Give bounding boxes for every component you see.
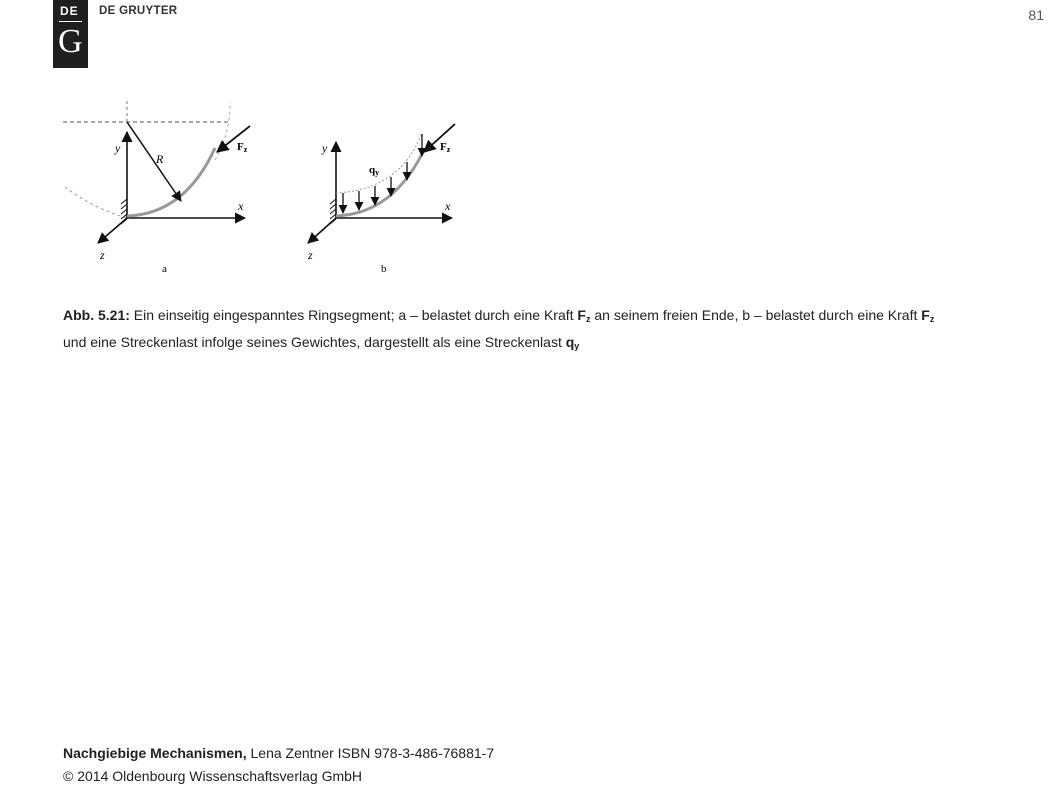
copyright-line: © 2014 Oldenbourg Wissenschaftsverlag GmbH bbox=[63, 768, 363, 784]
panel-b bbox=[307, 124, 455, 275]
caption-load: $q_y$ bbox=[565, 334, 580, 351]
panel-b-label: b bbox=[381, 263, 387, 275]
load-envelope bbox=[336, 133, 422, 193]
figure-ring-segment bbox=[60, 100, 480, 285]
page-footer bbox=[63, 742, 494, 788]
dashed-circle-arc-left bbox=[65, 187, 127, 218]
force-label: Fz bbox=[237, 141, 248, 154]
publisher-name: DE GRUYTER bbox=[99, 5, 178, 17]
y-axis-label: y bbox=[115, 141, 121, 155]
panel-a-label: a bbox=[162, 263, 167, 275]
figure-caption bbox=[63, 304, 943, 358]
force-label: Fz bbox=[440, 141, 451, 154]
caption-force-2: $F_z$ bbox=[921, 307, 935, 324]
logo-bottom-text: G bbox=[58, 23, 83, 60]
caption-text-2: an seinem freien Ende, b – belastet durch eine Kraft bbox=[590, 307, 922, 323]
radius-arrow bbox=[127, 122, 181, 201]
ring-segment bbox=[336, 152, 423, 216]
y-axis-label: y bbox=[322, 141, 328, 155]
page-number: 81 bbox=[1028, 7, 1044, 23]
z-axis-label: z bbox=[100, 248, 105, 262]
x-axis-label: x bbox=[445, 199, 451, 213]
load-label: qy bbox=[369, 164, 380, 177]
z-axis bbox=[308, 218, 336, 243]
caption-force-1: $F_z$ bbox=[577, 307, 591, 324]
radius-label: R bbox=[156, 152, 164, 166]
logo-top-text: DE bbox=[60, 4, 79, 18]
book-title: Nachgiebige Mechanismen, bbox=[63, 745, 247, 761]
x-axis-label: x bbox=[238, 199, 244, 213]
caption-text-1: Ein einseitig eingespanntes Ringsegment; a – belastet durch eine Kraft bbox=[129, 307, 578, 323]
book-citation bbox=[63, 742, 494, 765]
caption-text-3: und eine Streckenlast infolge seines Gewichtes, dargestellt als eine Streckenlast bbox=[63, 334, 566, 350]
panel-a bbox=[63, 100, 250, 275]
caption-label: Abb. 5.21: bbox=[63, 307, 130, 323]
z-axis-label: z bbox=[308, 248, 313, 262]
publisher-logo bbox=[53, 0, 88, 68]
book-info: Lena Zentner ISBN 978-3-486-76881-7 bbox=[246, 745, 495, 761]
ring-segment bbox=[127, 148, 215, 216]
z-axis bbox=[98, 218, 127, 243]
